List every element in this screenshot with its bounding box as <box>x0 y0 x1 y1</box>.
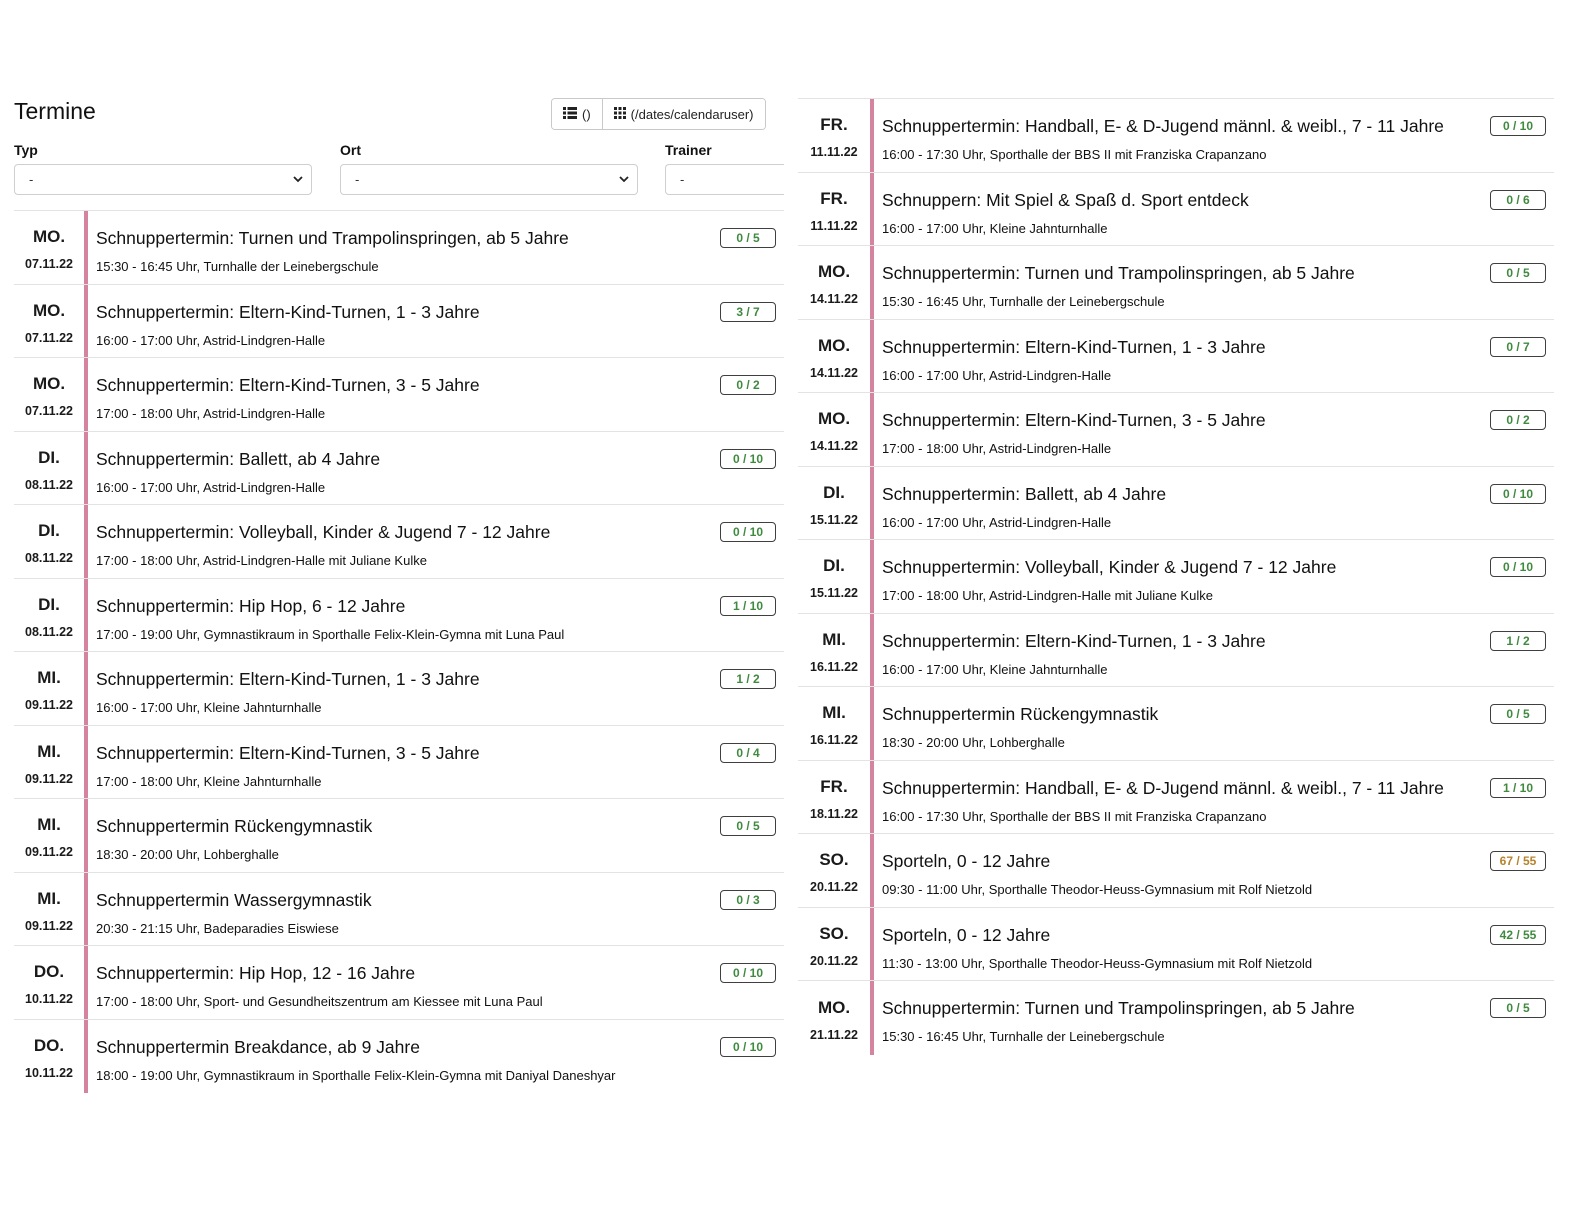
event-row[interactable] <box>798 687 1554 761</box>
event-row[interactable] <box>14 652 784 726</box>
event-details: 16:00 - 17:00 Uhr, Astrid-Lindgren-Halle <box>882 367 1112 383</box>
chevron-down-icon <box>618 172 630 189</box>
event-title[interactable]: Schnuppertermin Breakdance, ab 9 Jahre <box>96 1036 420 1057</box>
filter-ort-label: Ort <box>340 142 361 158</box>
event-details: 16:00 - 17:00 Uhr, Kleine Jahnturnhalle <box>882 220 1108 236</box>
event-weekday: MO. <box>817 409 851 429</box>
event-content <box>874 99 1554 172</box>
chevron-down-icon <box>292 172 304 189</box>
event-capacity-badge: 0 / 2 <box>1490 410 1546 430</box>
event-date-block <box>14 1020 88 1094</box>
event-date: 08.11.22 <box>25 624 73 639</box>
event-weekday: MO. <box>32 374 66 394</box>
event-capacity-badge: 0 / 10 <box>720 963 776 983</box>
event-details: 15:30 - 16:45 Uhr, Turnhalle der Leinebergschule <box>882 294 1165 309</box>
event-capacity-badge: 67 / 55 <box>1490 851 1546 871</box>
event-title[interactable]: Schnuppertermin: Eltern-Kind-Turnen, 1 - 3 Jahre <box>96 669 480 689</box>
event-date-block <box>798 834 874 907</box>
event-details: 17:00 - 18:00 Uhr, Astrid-Lindgren-Halle <box>882 441 1112 456</box>
event-capacity-badge: 0 / 5 <box>1490 704 1546 724</box>
list-icon <box>563 107 577 122</box>
event-date: 20.11.22 <box>810 880 858 895</box>
filter-trainer-label: Trainer <box>665 142 712 158</box>
event-content <box>88 579 784 652</box>
event-capacity-badge: 1 / 10 <box>1490 778 1546 798</box>
event-details: 17:00 - 18:00 Uhr, Kleine Jahnturnhalle <box>96 773 322 789</box>
event-date-block <box>798 99 874 172</box>
event-weekday: SO. <box>819 850 849 870</box>
view-toggle-group <box>551 98 766 130</box>
page-title: Termine <box>14 98 96 124</box>
event-row[interactable] <box>14 358 784 432</box>
event-content <box>874 908 1554 981</box>
event-content <box>88 358 784 431</box>
event-content <box>874 393 1554 466</box>
event-date-block <box>798 614 874 687</box>
event-list-right <box>798 98 1554 1055</box>
event-weekday: DI. <box>823 556 845 576</box>
event-date-block <box>14 873 88 946</box>
event-row[interactable] <box>14 285 784 359</box>
event-title[interactable]: Schnuppertermin: Eltern-Kind-Turnen, 1 - 3 Jahre <box>96 301 480 322</box>
event-row[interactable] <box>798 393 1554 467</box>
event-date: 10.11.22 <box>25 992 73 1007</box>
event-weekday: MO. <box>32 227 66 247</box>
event-capacity-badge: 42 / 55 <box>1490 925 1546 945</box>
event-date-block <box>798 540 874 613</box>
event-date-block <box>14 432 88 505</box>
filter-typ <box>14 142 312 195</box>
event-content <box>874 246 1554 319</box>
event-details: 09:30 - 11:00 Uhr, Sporthalle Theodor-Heuss-Gymnasium mit Rolf Nietzold <box>882 882 1313 897</box>
event-capacity-badge: 0 / 4 <box>720 743 776 763</box>
event-row[interactable] <box>14 579 784 653</box>
left-panel <box>14 98 784 1093</box>
event-content <box>88 432 784 505</box>
event-capacity-badge: 1 / 2 <box>720 669 776 689</box>
event-weekday: MI. <box>37 668 61 688</box>
event-date: 14.11.22 <box>810 292 858 307</box>
event-weekday: FR. <box>820 776 848 796</box>
event-date-block <box>14 652 88 725</box>
event-content <box>874 614 1554 687</box>
event-date-block <box>798 981 874 1055</box>
event-weekday: FR. <box>820 115 848 135</box>
event-date: 11.11.22 <box>810 145 858 160</box>
event-date: 16.11.22 <box>810 659 858 674</box>
event-weekday: MO. <box>817 262 851 282</box>
event-details: 15:30 - 16:45 Uhr, Turnhalle der Leinebergschule <box>882 1029 1165 1044</box>
event-details: 18:30 - 20:00 Uhr, Lohberghalle <box>96 847 279 862</box>
event-date: 09.11.22 <box>25 845 73 860</box>
list-view-button[interactable] <box>552 99 602 129</box>
event-row[interactable] <box>798 320 1554 394</box>
event-details: 16:00 - 17:00 Uhr, Astrid-Lindgren-Halle <box>96 332 326 348</box>
event-title[interactable]: Schnuppertermin: Eltern-Kind-Turnen, 3 - 5 Jahre <box>882 410 1266 430</box>
event-weekday: DO. <box>33 962 65 982</box>
event-capacity-badge: 0 / 3 <box>720 890 776 910</box>
event-date-block <box>14 726 88 799</box>
event-title[interactable]: Schnuppertermin: Handball, E- & D-Jugend männl. & weibl., 7 - 11 Jahre <box>882 777 1444 798</box>
event-date: 15.11.22 <box>810 512 858 527</box>
typ-select[interactable] <box>14 164 312 195</box>
event-content <box>88 946 784 1019</box>
event-date-block <box>798 687 874 760</box>
event-title[interactable]: Schnuppertermin: Ballett, ab 4 Jahre <box>882 483 1167 504</box>
event-capacity-badge: 0 / 5 <box>1490 998 1546 1018</box>
event-date: 15.11.22 <box>810 586 858 601</box>
event-content <box>88 211 784 284</box>
right-panel <box>798 98 1554 1055</box>
event-capacity-badge: 3 / 7 <box>720 302 776 322</box>
event-date-block <box>798 761 874 834</box>
event-details: 18:30 - 20:00 Uhr, Lohberghalle <box>882 735 1065 750</box>
event-row[interactable] <box>14 873 784 947</box>
event-content <box>874 687 1554 760</box>
event-weekday: FR. <box>820 188 848 208</box>
event-date-block <box>14 358 88 431</box>
event-weekday: MO. <box>817 335 851 355</box>
event-date: 09.11.22 <box>25 698 73 713</box>
event-row[interactable] <box>14 211 784 285</box>
event-title[interactable]: Schnuppertermin: Ballett, ab 4 Jahre <box>96 448 381 469</box>
event-row[interactable] <box>798 981 1554 1055</box>
event-row[interactable] <box>798 761 1554 835</box>
event-weekday: DI. <box>38 594 60 614</box>
event-weekday: MI. <box>37 815 61 835</box>
event-date-block <box>798 246 874 319</box>
event-details: 16:00 - 17:00 Uhr, Kleine Jahnturnhalle <box>96 700 322 715</box>
event-weekday: SO. <box>819 923 849 943</box>
filter-trainer <box>665 142 784 195</box>
event-date-block <box>798 908 874 981</box>
event-title[interactable]: Sporteln, 0 - 12 Jahre <box>882 924 1051 945</box>
event-title[interactable]: Schnuppertermin: Turnen und Trampolinspringen, ab 5 Jahre <box>96 228 569 248</box>
event-title[interactable]: Schnuppertermin: Volleyball, Kinder & Jugend 7 - 12 Jahre <box>882 557 1337 577</box>
event-content <box>874 467 1554 540</box>
event-date-block <box>14 579 88 652</box>
event-capacity-badge: 1 / 10 <box>720 596 776 616</box>
event-content <box>874 540 1554 613</box>
event-details: 17:00 - 18:00 Uhr, Astrid-Lindgren-Halle <box>96 406 326 421</box>
event-date-block <box>798 467 874 540</box>
event-details: 17:00 - 18:00 Uhr, Sport- und Gesundheitszentrum am Kiessee mit Luna Paul <box>96 994 543 1009</box>
event-title[interactable]: Schnuppertermin: Volleyball, Kinder & Jugend 7 - 12 Jahre <box>96 522 551 542</box>
event-row[interactable] <box>14 505 784 579</box>
event-capacity-badge: 1 / 2 <box>1490 631 1546 651</box>
event-content <box>88 1020 784 1094</box>
event-details: 11:30 - 13:00 Uhr, Sporthalle Theodor-Heuss-Gymnasium mit Rolf Nietzold <box>882 955 1313 971</box>
event-weekday: DI. <box>823 482 845 502</box>
event-date-block <box>14 505 88 578</box>
filter-ort <box>340 142 638 195</box>
event-weekday: MI. <box>822 629 846 649</box>
event-date-block <box>14 799 88 872</box>
event-weekday: MI. <box>37 888 61 908</box>
event-content <box>874 173 1554 246</box>
event-row[interactable] <box>798 908 1554 982</box>
event-capacity-badge: 0 / 7 <box>1490 337 1546 357</box>
ort-select[interactable] <box>340 164 638 195</box>
event-date: 07.11.22 <box>25 404 73 419</box>
list-view-label: () <box>582 106 591 122</box>
calendar-view-label: (/dates/calendaruser) <box>630 106 754 122</box>
event-title[interactable]: Schnuppertermin Wassergymnastik <box>96 889 372 910</box>
event-date: 09.11.22 <box>25 771 73 786</box>
event-details: 16:00 - 17:30 Uhr, Sporthalle der BBS II mit Franziska Crapanzano <box>882 808 1267 824</box>
event-weekday: MO. <box>32 300 66 320</box>
grid-icon <box>614 107 626 122</box>
event-details: 16:00 - 17:00 Uhr, Astrid-Lindgren-Halle <box>96 479 326 495</box>
event-row[interactable] <box>14 1020 784 1094</box>
ort-select-value: - <box>355 172 360 187</box>
event-title[interactable]: Schnuppertermin: Eltern-Kind-Turnen, 1 - 3 Jahre <box>882 336 1266 357</box>
event-capacity-badge: 0 / 10 <box>1490 116 1546 136</box>
event-title[interactable]: Schnuppertermin: Handball, E- & D-Jugend männl. & weibl., 7 - 11 Jahre <box>882 116 1444 136</box>
event-weekday: DI. <box>38 447 60 467</box>
event-capacity-badge: 0 / 5 <box>720 228 776 248</box>
event-details: 16:00 - 17:30 Uhr, Sporthalle der BBS II mit Franziska Crapanzano <box>882 147 1267 162</box>
event-capacity-badge: 0 / 5 <box>1490 263 1546 283</box>
event-capacity-badge: 0 / 10 <box>1490 557 1546 577</box>
event-content <box>874 761 1554 834</box>
event-title[interactable]: Schnuppertermin Rückengymnastik <box>96 816 373 836</box>
event-title[interactable]: Schnuppertermin: Hip Hop, 6 - 12 Jahre <box>96 595 406 616</box>
event-capacity-badge: 0 / 10 <box>720 449 776 469</box>
event-weekday: MI. <box>37 741 61 761</box>
calendar-view-button[interactable] <box>602 99 765 129</box>
event-date: 07.11.22 <box>25 257 73 272</box>
event-date: 14.11.22 <box>810 439 858 454</box>
event-date-block <box>14 211 88 284</box>
event-row[interactable] <box>798 540 1554 614</box>
event-date: 14.11.22 <box>810 365 858 380</box>
event-date: 07.11.22 <box>25 330 73 345</box>
event-weekday: DI. <box>38 521 60 541</box>
event-date: 08.11.22 <box>25 551 73 566</box>
event-row[interactable] <box>14 946 784 1020</box>
event-date: 08.11.22 <box>25 477 73 492</box>
event-row[interactable] <box>798 467 1554 541</box>
event-content <box>88 873 784 946</box>
event-content <box>88 652 784 725</box>
event-row[interactable] <box>14 799 784 873</box>
trainer-select-value: - <box>680 172 685 187</box>
event-list-left <box>14 210 784 1093</box>
event-details: 15:30 - 16:45 Uhr, Turnhalle der Leinebergschule <box>96 259 379 274</box>
typ-select-value: - <box>29 172 34 187</box>
event-details: 20:30 - 21:15 Uhr, Badeparadies Eiswiese <box>96 920 339 936</box>
page-header <box>14 98 784 142</box>
event-weekday: MO. <box>817 997 851 1017</box>
event-weekday: MI. <box>822 703 846 723</box>
event-title[interactable]: Schnuppertermin Rückengymnastik <box>882 704 1159 724</box>
event-row[interactable] <box>798 99 1554 173</box>
event-title[interactable]: Schnuppertermin: Turnen und Trampolinspringen, ab 5 Jahre <box>882 998 1355 1018</box>
event-title[interactable]: Schnuppertermin: Eltern-Kind-Turnen, 3 - 5 Jahre <box>96 375 480 395</box>
event-date: 21.11.22 <box>810 1027 858 1042</box>
event-details: 17:00 - 19:00 Uhr, Gymnastikraum in Sporthalle Felix-Klein-Gymna mit Luna Paul <box>96 626 565 642</box>
event-row[interactable] <box>14 432 784 506</box>
event-title[interactable]: Schnuppertermin: Hip Hop, 12 - 16 Jahre <box>96 963 416 983</box>
event-content <box>88 505 784 578</box>
event-content <box>874 834 1554 907</box>
event-content <box>88 285 784 358</box>
event-date: 10.11.22 <box>25 1066 73 1081</box>
event-capacity-badge: 0 / 2 <box>720 375 776 395</box>
event-capacity-badge: 0 / 10 <box>1490 484 1546 504</box>
event-title[interactable]: Schnuppertermin: Eltern-Kind-Turnen, 1 - 3 Jahre <box>882 630 1266 651</box>
trainer-select[interactable] <box>665 164 784 195</box>
event-details: 17:00 - 18:00 Uhr, Astrid-Lindgren-Halle mit Juliane Kulke <box>882 588 1213 603</box>
event-title[interactable]: Schnuppertermin: Turnen und Trampolinspringen, ab 5 Jahre <box>882 263 1355 283</box>
event-title[interactable]: Sporteln, 0 - 12 Jahre <box>882 851 1051 871</box>
filter-bar <box>14 142 784 210</box>
event-title[interactable]: Schnuppern: Mit Spiel & Spaß d. Sport entdeck <box>882 189 1249 210</box>
event-weekday: DO. <box>33 1036 65 1056</box>
event-content <box>88 726 784 799</box>
event-row[interactable] <box>798 834 1554 908</box>
event-date: 18.11.22 <box>810 806 858 821</box>
event-details: 17:00 - 18:00 Uhr, Astrid-Lindgren-Halle mit Juliane Kulke <box>96 553 427 568</box>
event-details: 16:00 - 17:00 Uhr, Kleine Jahnturnhalle <box>882 661 1108 677</box>
event-details: 16:00 - 17:00 Uhr, Astrid-Lindgren-Halle <box>882 514 1112 530</box>
event-row[interactable] <box>14 726 784 800</box>
event-date-block <box>14 946 88 1019</box>
event-row[interactable] <box>798 173 1554 247</box>
event-capacity-badge: 0 / 5 <box>720 816 776 836</box>
event-capacity-badge: 0 / 10 <box>720 1037 776 1057</box>
event-content <box>874 320 1554 393</box>
event-date-block <box>798 173 874 246</box>
event-row[interactable] <box>798 246 1554 320</box>
event-date: 11.11.22 <box>810 218 858 233</box>
event-capacity-badge: 0 / 10 <box>720 522 776 542</box>
event-date-block <box>14 285 88 358</box>
event-date: 16.11.22 <box>810 733 858 748</box>
event-date: 09.11.22 <box>25 918 73 933</box>
filter-typ-label: Typ <box>14 142 38 158</box>
event-details: 18:00 - 19:00 Uhr, Gymnastikraum in Sporthalle Felix-Klein-Gymna mit Daniyal Daneshyar <box>96 1067 616 1083</box>
event-content <box>874 981 1554 1055</box>
event-content <box>88 799 784 872</box>
event-date: 20.11.22 <box>810 953 858 968</box>
event-row[interactable] <box>798 614 1554 688</box>
event-date-block <box>798 320 874 393</box>
event-title[interactable]: Schnuppertermin: Eltern-Kind-Turnen, 3 - 5 Jahre <box>96 742 480 763</box>
event-capacity-badge: 0 / 6 <box>1490 190 1546 210</box>
event-date-block <box>798 393 874 466</box>
